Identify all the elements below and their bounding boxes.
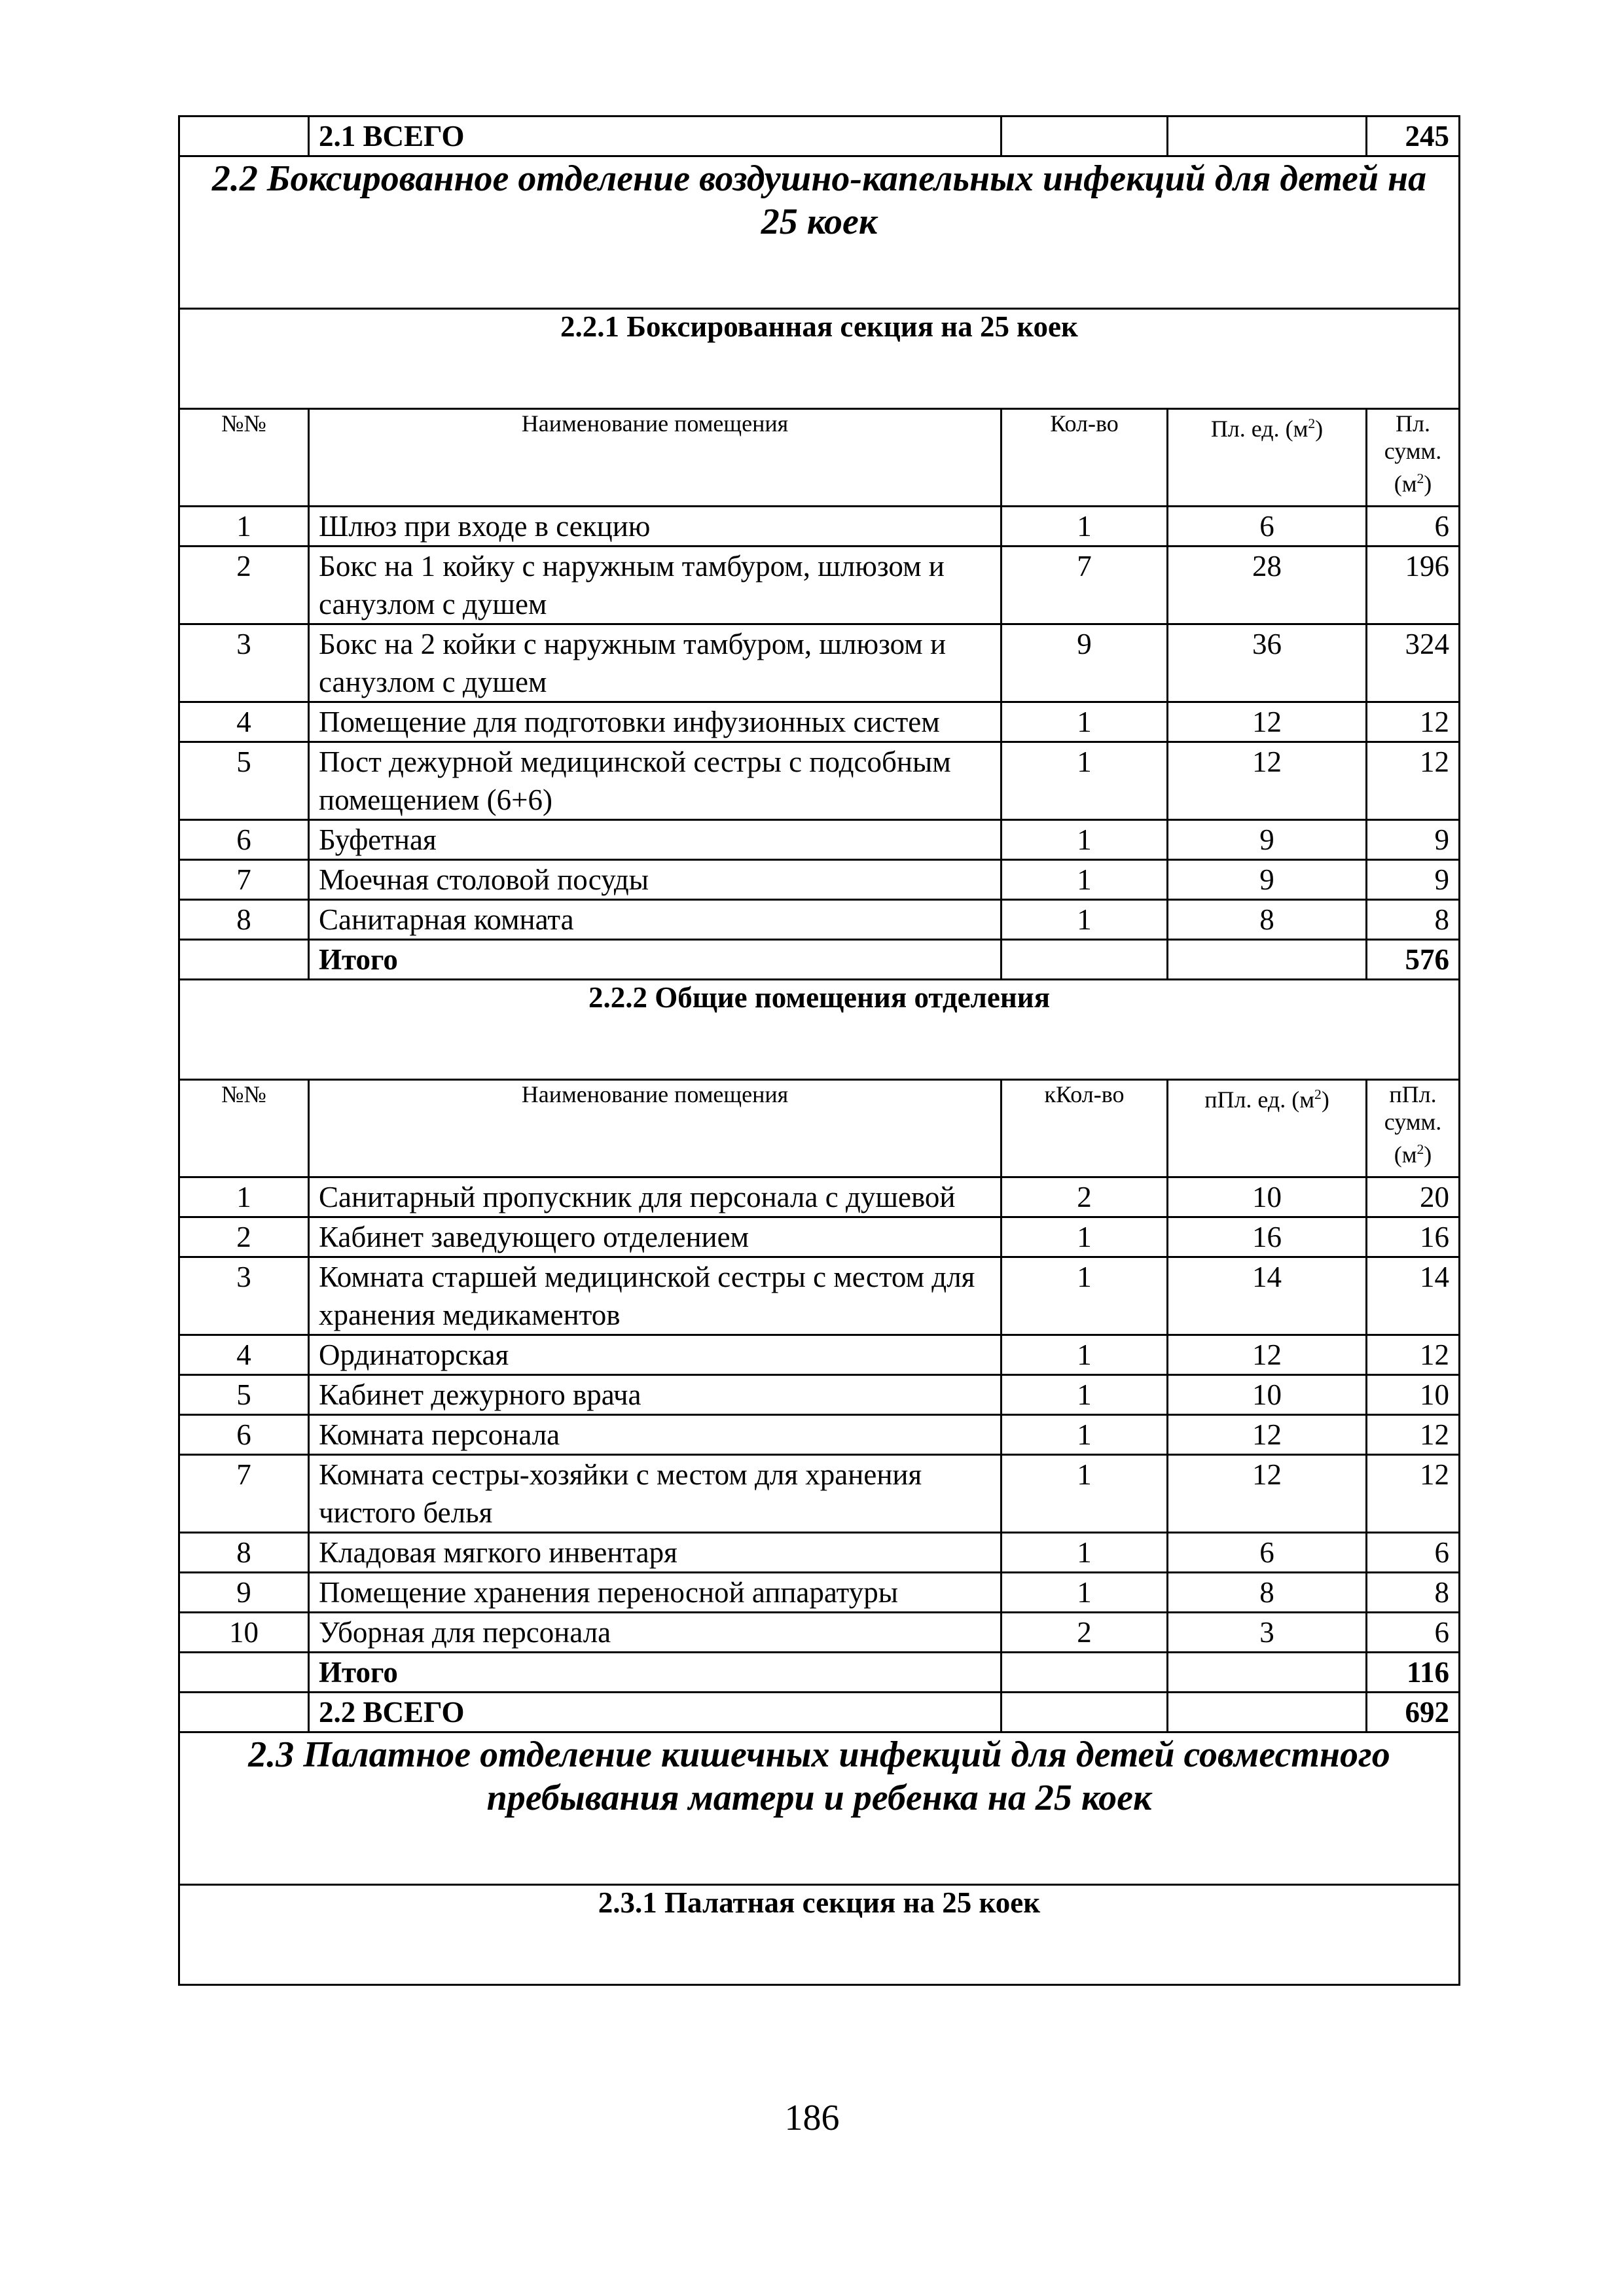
subsection-2-2-1-title-text: 2.2.1 Боксированная секция на 25 коек [179,309,1460,409]
room-unit-area: 12 [1168,702,1367,742]
subsection-2-2-2-total-row-label: Итого [309,1653,1001,1693]
empty-cell [179,117,309,156]
rooms-table [178,115,1460,1986]
room-unit-area: 9 [1168,820,1367,860]
room-name: Санитарная комната [309,900,1001,940]
table-row [179,742,1460,820]
section-2-1-total-row [179,117,1460,156]
subsection-2-3-1-title-text: 2.3.1 Палатная секция на 25 коек [179,1885,1460,1985]
section-2-2-grand-total-row-label: 2.2 ВСЕГО [309,1693,1001,1732]
header-qty: кКол-во [1001,1080,1168,1177]
empty-cell [1001,1693,1168,1732]
table-row [179,860,1460,900]
table-row [179,1415,1460,1455]
room-total-area: 8 [1367,1573,1460,1613]
table-row [179,820,1460,860]
table-row [179,1257,1460,1335]
section-2-2-title-text: 2.2 Боксированное отделение воздушно-капельных инфекций для детей на 25 коек [179,156,1460,309]
room-unit-area: 12 [1168,1415,1367,1455]
subsection-2-2-1-total-row-label: Итого [309,940,1001,980]
room-unit-area: 28 [1168,547,1367,624]
room-unit-area: 3 [1168,1613,1367,1653]
room-name: Бокс на 1 койку с наружным тамбуром, шлюзом и санузлом с душем [309,547,1001,624]
row-number: 10 [179,1613,309,1653]
subsection-2-2-2-title-text: 2.2.2 Общие помещения отделения [179,980,1460,1080]
header-unit-area-text: пПл. ед. (м [1204,1086,1315,1113]
row-number: 5 [179,742,309,820]
subsection-2-2-1-title [179,309,1460,409]
empty-cell [1168,1653,1367,1693]
room-unit-area: 6 [1168,1533,1367,1573]
section-2-3-title-text: 2.3 Палатное отделение кишечных инфекций для детей совместного пребывания матери и ребенка на 25 коек [179,1732,1460,1885]
superscript-two: 2 [1314,1086,1322,1102]
room-name: Комната сестры-хозяйки с местом для хранения чистого белья [309,1455,1001,1533]
row-number: 3 [179,624,309,702]
room-total-area: 12 [1367,742,1460,820]
header-name: Наименование помещения [309,1080,1001,1177]
room-total-area: 9 [1367,820,1460,860]
header-sum-area-text: пПл. сумм. (м [1384,1081,1442,1168]
column-header-row [179,1080,1460,1177]
room-unit-area: 12 [1168,742,1367,820]
room-name: Кабинет дежурного врача [309,1375,1001,1415]
row-number: 6 [179,1415,309,1455]
room-quantity: 1 [1001,1455,1168,1533]
room-quantity: 9 [1001,624,1168,702]
empty-cell [179,1653,309,1693]
room-total-area: 10 [1367,1375,1460,1415]
section-2-3-title [179,1732,1460,1885]
header-name: Наименование помещения [309,409,1001,507]
table-row [179,507,1460,547]
room-unit-area: 14 [1168,1257,1367,1335]
room-quantity: 7 [1001,547,1168,624]
table-row [179,900,1460,940]
row-number: 6 [179,820,309,860]
section-2-1-total-row-value: 245 [1367,117,1460,156]
room-name: Комната старшей медицинской сестры с местом для хранения медикаментов [309,1257,1001,1335]
room-unit-area: 10 [1168,1375,1367,1415]
row-number: 8 [179,900,309,940]
room-name: Комната персонала [309,1415,1001,1455]
table-row [179,624,1460,702]
room-total-area: 8 [1367,900,1460,940]
room-total-area: 9 [1367,860,1460,900]
empty-cell [1168,940,1367,980]
row-number: 8 [179,1533,309,1573]
table-row [179,1455,1460,1533]
room-unit-area: 10 [1168,1177,1367,1217]
header-qty: Кол-во [1001,409,1168,507]
table-row [179,1613,1460,1653]
room-name: Ординаторская [309,1335,1001,1375]
header-sum-area-text: Пл. сумм. (м [1384,410,1442,497]
room-quantity: 2 [1001,1613,1168,1653]
empty-cell [1001,1653,1168,1693]
room-quantity: 2 [1001,1177,1168,1217]
row-number: 2 [179,1217,309,1257]
row-number: 9 [179,1573,309,1613]
room-quantity: 1 [1001,1573,1168,1613]
room-unit-area: 12 [1168,1455,1367,1533]
header-sum-area: пПл. сумм. $(м^2)$ [1367,1080,1460,1177]
room-total-area: 12 [1367,1415,1460,1455]
room-total-area: 14 [1367,1257,1460,1335]
table-row [179,547,1460,624]
superscript-two: 2 [1416,471,1424,486]
row-number: 7 [179,1455,309,1533]
room-quantity: 1 [1001,702,1168,742]
room-name: Шлюз при входе в секцию [309,507,1001,547]
section-2-2-grand-total-row-value: 692 [1367,1693,1460,1732]
room-total-area: 324 [1367,624,1460,702]
room-name: Буфетная [309,820,1001,860]
room-unit-area: 8 [1168,900,1367,940]
room-quantity: 1 [1001,900,1168,940]
table-row [179,1375,1460,1415]
room-quantity: 1 [1001,1375,1168,1415]
room-unit-area: 9 [1168,860,1367,900]
row-number: 2 [179,547,309,624]
room-name: Моечная столовой посуды [309,860,1001,900]
empty-cell [1168,117,1367,156]
subsection-2-2-2-title [179,980,1460,1080]
header-num: №№ [179,409,309,507]
room-name: Кабинет заведующего отделением [309,1217,1001,1257]
room-quantity: 1 [1001,742,1168,820]
section-2-1-total-row-label: 2.1 ВСЕГО [309,117,1001,156]
room-name: Помещение хранения переносной аппаратуры [309,1573,1001,1613]
header-unit-area-text: Пл. ед. (м [1210,416,1308,442]
empty-cell [179,940,309,980]
row-number: 7 [179,860,309,900]
superscript-two: 2 [1416,1141,1424,1157]
table-row [179,1573,1460,1613]
room-quantity: 1 [1001,1217,1168,1257]
room-total-area: 6 [1367,1533,1460,1573]
room-quantity: 1 [1001,507,1168,547]
empty-cell [1001,940,1168,980]
room-quantity: 1 [1001,1415,1168,1455]
room-quantity: 1 [1001,1335,1168,1375]
table-row [179,1177,1460,1217]
room-total-area: 16 [1367,1217,1460,1257]
row-number: 1 [179,1177,309,1217]
subsection-2-2-1-total-row-value: 576 [1367,940,1460,980]
header-unit-area: Пл. ед. $(м^2)$ [1168,409,1367,507]
room-unit-area: 6 [1168,507,1367,547]
room-total-area: 12 [1367,1455,1460,1533]
table-row [179,702,1460,742]
superscript-two: 2 [1308,416,1316,431]
subsection-2-2-2-total-row [179,1653,1460,1693]
room-name: Помещение для подготовки инфузионных систем [309,702,1001,742]
room-name: Санитарный пропускник для персонала с душевой [309,1177,1001,1217]
room-total-area: 20 [1367,1177,1460,1217]
empty-cell [1001,117,1168,156]
room-unit-area: 16 [1168,1217,1367,1257]
room-total-area: 6 [1367,1613,1460,1653]
row-number: 3 [179,1257,309,1335]
room-name: Пост дежурной медицинской сестры с подсобным помещением (6+6) [309,742,1001,820]
room-unit-area: 8 [1168,1573,1367,1613]
subsection-2-2-1-total-row [179,940,1460,980]
page-number: 186 [784,2098,840,2138]
room-quantity: 1 [1001,1257,1168,1335]
room-unit-area: 12 [1168,1335,1367,1375]
column-header-row [179,409,1460,507]
room-quantity: 1 [1001,1533,1168,1573]
subsection-2-2-2-total-row-value: 116 [1367,1653,1460,1693]
header-num: №№ [179,1080,309,1177]
room-quantity: 1 [1001,820,1168,860]
row-number: 5 [179,1375,309,1415]
room-total-area: 12 [1367,1335,1460,1375]
table-row [179,1217,1460,1257]
room-name: Уборная для персонала [309,1613,1001,1653]
subsection-2-3-1-title [179,1885,1460,1985]
section-2-2-grand-total-row [179,1693,1460,1732]
row-number: 4 [179,702,309,742]
empty-cell [179,1693,309,1732]
header-sum-area: Пл. сумм. $(м^2)$ [1367,409,1460,507]
row-number: 1 [179,507,309,547]
room-name: Бокс на 2 койки с наружным тамбуром, шлюзом и санузлом с душем [309,624,1001,702]
room-unit-area: 36 [1168,624,1367,702]
row-number: 4 [179,1335,309,1375]
room-name: Кладовая мягкого инвентаря [309,1533,1001,1573]
room-total-area: 6 [1367,507,1460,547]
header-unit-area: пПл. ед. $(м^2)$ [1168,1080,1367,1177]
room-total-area: 196 [1367,547,1460,624]
table-row [179,1335,1460,1375]
empty-cell [1168,1693,1367,1732]
room-quantity: 1 [1001,860,1168,900]
section-2-2-title [179,156,1460,309]
room-total-area: 12 [1367,702,1460,742]
table-row [179,1533,1460,1573]
